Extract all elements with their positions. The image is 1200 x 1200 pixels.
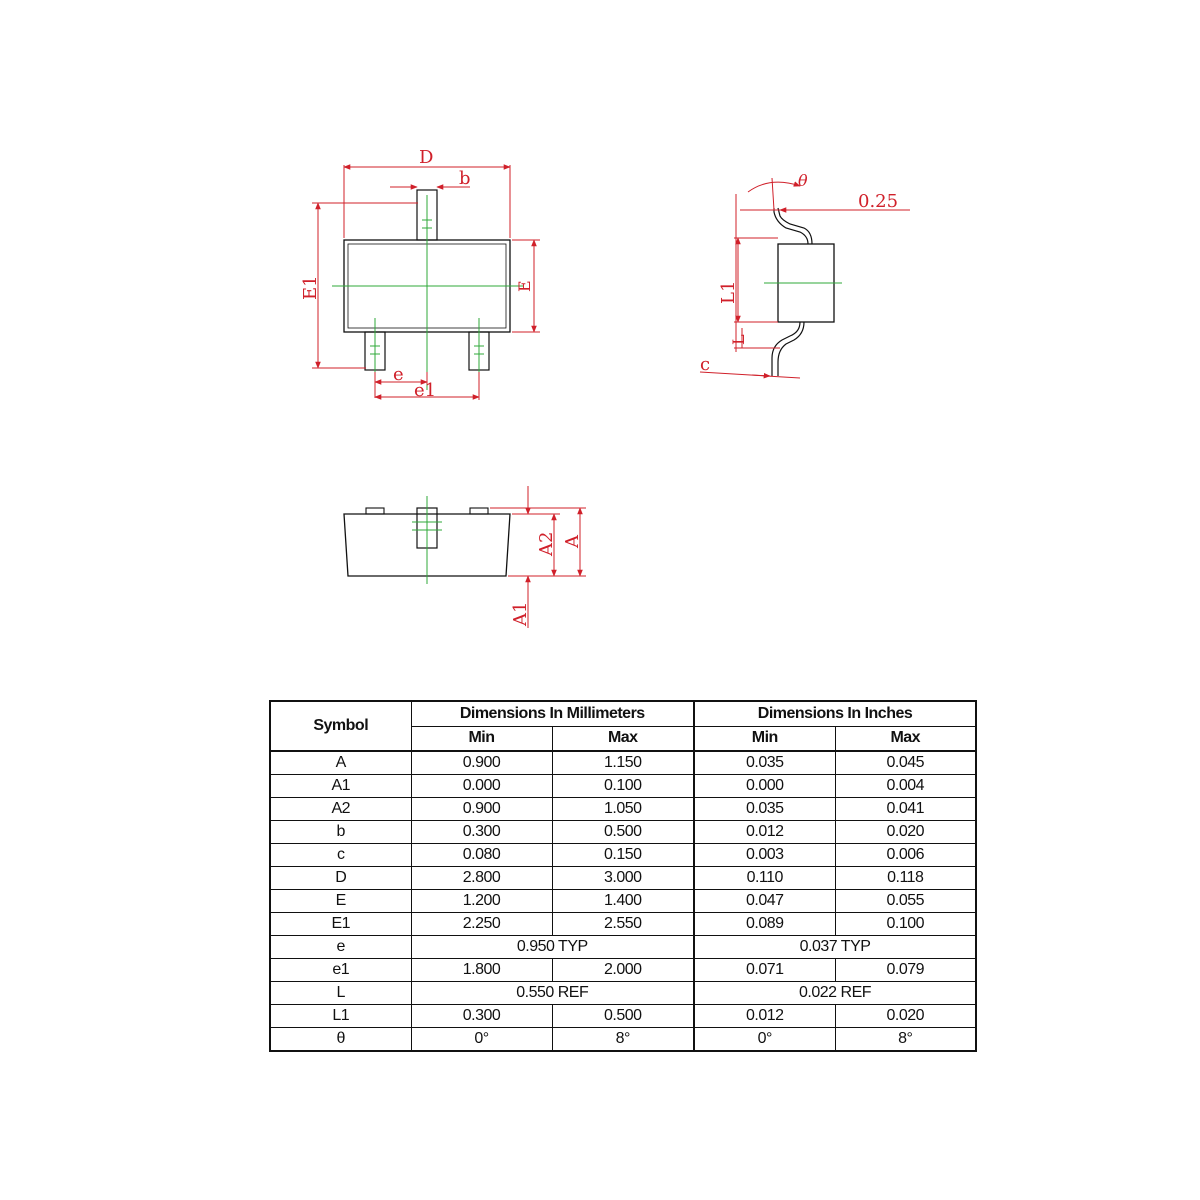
table-cell: 0.079 [835, 959, 976, 982]
header-millimeters: Dimensions In Millimeters [411, 701, 694, 726]
header-mm-min: Min [411, 726, 552, 751]
table-cell: 2.550 [552, 913, 694, 936]
table-cell: 0.012 [694, 821, 835, 844]
table-row [270, 775, 976, 798]
table-row [270, 890, 976, 913]
front-view [344, 486, 586, 628]
table-cell: L1 [270, 1005, 411, 1028]
table-cell: 0.100 [552, 775, 694, 798]
table-cell: 0.500 [552, 1005, 694, 1028]
table-cell: 0.950 TYP [411, 936, 694, 959]
header-inches: Dimensions In Inches [694, 701, 976, 726]
table-cell: 1.200 [411, 890, 552, 913]
table-cell: 1.150 [552, 751, 694, 775]
table-row [270, 867, 976, 890]
table-cell: 0.150 [552, 844, 694, 867]
top-view [300, 147, 540, 401]
table-cell: 1.400 [552, 890, 694, 913]
table-cell: 0.110 [694, 867, 835, 890]
table-cell: 0.041 [835, 798, 976, 821]
table-cell: 0.900 [411, 798, 552, 821]
table-cell: 1.050 [552, 798, 694, 821]
table-row [270, 913, 976, 936]
header-mm-max: Max [552, 726, 694, 751]
table-cell: L [270, 982, 411, 1005]
table-cell: A [270, 751, 411, 775]
label-e1: e1 [414, 380, 437, 401]
table-cell: E [270, 890, 411, 913]
table-cell: 8° [835, 1028, 976, 1052]
table-cell: 0.071 [694, 959, 835, 982]
header-in-min: Min [694, 726, 835, 751]
table-cell: 0.035 [694, 798, 835, 821]
table-cell: θ [270, 1028, 411, 1052]
table-row [270, 751, 976, 775]
table-cell: 0.055 [835, 890, 976, 913]
header-in-max: Max [835, 726, 976, 751]
table-row [270, 1028, 976, 1052]
table-cell: 0.500 [552, 821, 694, 844]
table-cell: 0.118 [835, 867, 976, 890]
table-cell: 0.037 TYP [694, 936, 976, 959]
table-cell: 0.100 [835, 913, 976, 936]
table-cell: A2 [270, 798, 411, 821]
table-cell: 0° [694, 1028, 835, 1052]
label-e: e [393, 364, 404, 385]
table-cell: 8° [552, 1028, 694, 1052]
table-cell: 0.080 [411, 844, 552, 867]
table-cell: 2.800 [411, 867, 552, 890]
table-cell: c [270, 844, 411, 867]
label-L: L [729, 334, 748, 345]
table-cell: 3.000 [552, 867, 694, 890]
side-lead-top [774, 208, 812, 244]
table-cell: 0.004 [835, 775, 976, 798]
table-cell: 2.000 [552, 959, 694, 982]
table-cell: 1.800 [411, 959, 552, 982]
table-row [270, 798, 976, 821]
label-gauge: 0.25 [858, 191, 899, 212]
table-cell: 0.300 [411, 821, 552, 844]
table-cell: 0° [411, 1028, 552, 1052]
side-lead-bottom [772, 322, 804, 376]
table-cell: b [270, 821, 411, 844]
table-cell: A1 [270, 775, 411, 798]
table-cell: 0.003 [694, 844, 835, 867]
table-cell: e1 [270, 959, 411, 982]
header-symbol: Symbol [270, 701, 411, 751]
label-theta: θ [798, 171, 808, 190]
table-cell: 0.006 [835, 844, 976, 867]
table-cell: 0.000 [694, 775, 835, 798]
table-cell: 0.012 [694, 1005, 835, 1028]
label-E1: E1 [300, 275, 321, 300]
table-cell: e [270, 936, 411, 959]
side-view [700, 171, 910, 378]
table-cell: 2.250 [411, 913, 552, 936]
table-cell: 0.000 [411, 775, 552, 798]
table-cell: 0.089 [694, 913, 835, 936]
label-A1: A1 [510, 601, 531, 626]
table-cell: 0.300 [411, 1005, 552, 1028]
table-cell: 0.020 [835, 821, 976, 844]
table-row [270, 821, 976, 844]
dimensions-table [269, 700, 977, 1052]
label-E: E [515, 280, 534, 292]
label-D: D [419, 147, 434, 168]
label-L1: L1 [718, 280, 739, 304]
table-cell: 0.047 [694, 890, 835, 913]
table-cell: E1 [270, 913, 411, 936]
table-row [270, 936, 976, 959]
label-A2: A2 [536, 531, 557, 556]
label-b: b [459, 168, 471, 189]
table-row [270, 959, 976, 982]
table-cell: 0.045 [835, 751, 976, 775]
table-row [270, 982, 976, 1005]
table-cell: 0.035 [694, 751, 835, 775]
table-cell: 0.550 REF [411, 982, 694, 1005]
table-cell: 0.900 [411, 751, 552, 775]
label-c: c [700, 354, 711, 375]
label-A: A [562, 535, 583, 548]
table-cell: 0.020 [835, 1005, 976, 1028]
dimensions-table-body [270, 751, 976, 1051]
table-row [270, 1005, 976, 1028]
table-row [270, 844, 976, 867]
table-cell: 0.022 REF [694, 982, 976, 1005]
table-cell: D [270, 867, 411, 890]
